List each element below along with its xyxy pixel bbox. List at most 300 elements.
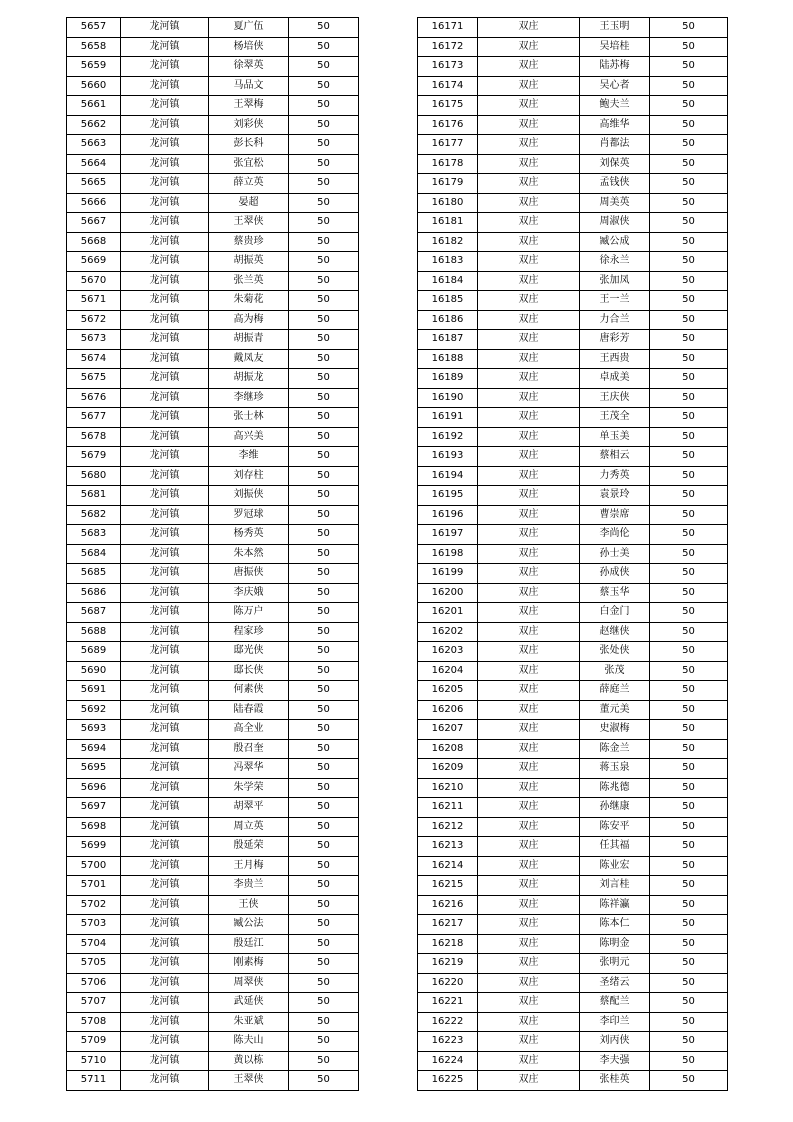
table-row xyxy=(418,505,728,525)
name-cell: 蒋玉泉 xyxy=(580,759,650,779)
amount-cell: 50 xyxy=(650,154,728,174)
name-cell: 李贵兰 xyxy=(209,876,289,896)
table-row xyxy=(67,973,359,993)
town-cell: 双庄 xyxy=(478,778,580,798)
table-row xyxy=(67,876,359,896)
serial-number-cell: 16179 xyxy=(418,174,478,194)
table-row xyxy=(67,96,359,116)
town-cell: 龙河镇 xyxy=(121,115,209,135)
table-row xyxy=(67,115,359,135)
name-cell: 邸长侠 xyxy=(209,661,289,681)
table-row xyxy=(418,798,728,818)
table-row xyxy=(67,720,359,740)
serial-number-cell: 16204 xyxy=(418,661,478,681)
name-cell: 李继珍 xyxy=(209,388,289,408)
town-cell: 龙河镇 xyxy=(121,76,209,96)
amount-cell: 50 xyxy=(289,427,359,447)
name-cell: 薛立英 xyxy=(209,174,289,194)
serial-number-cell: 5685 xyxy=(67,564,121,584)
town-cell: 龙河镇 xyxy=(121,154,209,174)
name-cell: 李尚伦 xyxy=(580,525,650,545)
serial-number-cell: 16196 xyxy=(418,505,478,525)
town-cell: 龙河镇 xyxy=(121,915,209,935)
amount-cell: 50 xyxy=(650,681,728,701)
serial-number-cell: 5709 xyxy=(67,1032,121,1052)
table-row xyxy=(418,603,728,623)
serial-number-cell: 16219 xyxy=(418,954,478,974)
table-row xyxy=(418,817,728,837)
serial-number-cell: 16176 xyxy=(418,115,478,135)
table-row xyxy=(67,252,359,272)
amount-cell: 50 xyxy=(650,895,728,915)
amount-cell: 50 xyxy=(650,37,728,57)
name-cell: 王玉明 xyxy=(580,18,650,38)
table-row xyxy=(418,622,728,642)
name-cell: 周立英 xyxy=(209,817,289,837)
table-row xyxy=(418,954,728,974)
serial-number-cell: 16186 xyxy=(418,310,478,330)
amount-cell: 50 xyxy=(289,837,359,857)
table-row xyxy=(67,310,359,330)
name-cell: 孙继康 xyxy=(580,798,650,818)
name-cell: 王翠梅 xyxy=(209,96,289,116)
name-cell: 刘彩侠 xyxy=(209,115,289,135)
town-cell: 龙河镇 xyxy=(121,310,209,330)
amount-cell: 50 xyxy=(650,115,728,135)
table-row xyxy=(67,525,359,545)
serial-number-cell: 16222 xyxy=(418,1012,478,1032)
town-cell: 双庄 xyxy=(478,115,580,135)
town-cell: 双庄 xyxy=(478,700,580,720)
amount-cell: 50 xyxy=(289,505,359,525)
name-cell: 高兴美 xyxy=(209,427,289,447)
town-cell: 龙河镇 xyxy=(121,271,209,291)
name-cell: 武延侠 xyxy=(209,993,289,1013)
name-cell: 陈夫山 xyxy=(209,1032,289,1052)
amount-cell: 50 xyxy=(650,369,728,389)
town-cell: 双庄 xyxy=(478,154,580,174)
amount-cell: 50 xyxy=(650,76,728,96)
serial-number-cell: 5657 xyxy=(67,18,121,38)
town-cell: 龙河镇 xyxy=(121,1051,209,1071)
left-table-body xyxy=(67,18,359,1091)
name-cell: 白金门 xyxy=(580,603,650,623)
name-cell: 吴培桂 xyxy=(580,37,650,57)
town-cell: 双庄 xyxy=(478,681,580,701)
table-row xyxy=(418,564,728,584)
serial-number-cell: 16194 xyxy=(418,466,478,486)
table-row xyxy=(418,174,728,194)
name-cell: 李庆娥 xyxy=(209,583,289,603)
table-row xyxy=(67,193,359,213)
serial-number-cell: 5703 xyxy=(67,915,121,935)
table-row xyxy=(418,681,728,701)
serial-number-cell: 5690 xyxy=(67,661,121,681)
name-cell: 刘丙侠 xyxy=(580,1032,650,1052)
name-cell: 孙成侠 xyxy=(580,564,650,584)
amount-cell: 50 xyxy=(289,817,359,837)
town-cell: 龙河镇 xyxy=(121,349,209,369)
amount-cell: 50 xyxy=(289,349,359,369)
table-row xyxy=(67,837,359,857)
town-cell: 双庄 xyxy=(478,622,580,642)
town-cell: 龙河镇 xyxy=(121,1071,209,1091)
serial-number-cell: 5706 xyxy=(67,973,121,993)
table-row xyxy=(67,681,359,701)
serial-number-cell: 5699 xyxy=(67,837,121,857)
name-cell: 任其福 xyxy=(580,837,650,857)
town-cell: 双庄 xyxy=(478,96,580,116)
name-cell: 彭长科 xyxy=(209,135,289,155)
serial-number-cell: 16190 xyxy=(418,388,478,408)
town-cell: 双庄 xyxy=(478,895,580,915)
amount-cell: 50 xyxy=(650,1032,728,1052)
table-row xyxy=(418,544,728,564)
serial-number-cell: 5704 xyxy=(67,934,121,954)
name-cell: 朱菊花 xyxy=(209,291,289,311)
table-row xyxy=(67,486,359,506)
town-cell: 双庄 xyxy=(478,603,580,623)
serial-number-cell: 16207 xyxy=(418,720,478,740)
amount-cell: 50 xyxy=(650,856,728,876)
amount-cell: 50 xyxy=(650,661,728,681)
amount-cell: 50 xyxy=(289,876,359,896)
town-cell: 双庄 xyxy=(478,720,580,740)
serial-number-cell: 16214 xyxy=(418,856,478,876)
table-row xyxy=(418,193,728,213)
name-cell: 王庆侠 xyxy=(580,388,650,408)
table-row xyxy=(67,1032,359,1052)
name-cell: 肖都法 xyxy=(580,135,650,155)
serial-number-cell: 5686 xyxy=(67,583,121,603)
serial-number-cell: 5687 xyxy=(67,603,121,623)
name-cell: 蔡相云 xyxy=(580,447,650,467)
amount-cell: 50 xyxy=(650,193,728,213)
amount-cell: 50 xyxy=(289,154,359,174)
town-cell: 双庄 xyxy=(478,856,580,876)
town-cell: 龙河镇 xyxy=(121,973,209,993)
amount-cell: 50 xyxy=(289,76,359,96)
town-cell: 龙河镇 xyxy=(121,18,209,38)
amount-cell: 50 xyxy=(289,388,359,408)
town-cell: 龙河镇 xyxy=(121,1032,209,1052)
town-cell: 双庄 xyxy=(478,934,580,954)
table-row xyxy=(418,310,728,330)
name-cell: 李维 xyxy=(209,447,289,467)
table-row xyxy=(418,271,728,291)
town-cell: 龙河镇 xyxy=(121,232,209,252)
name-cell: 殷廷江 xyxy=(209,934,289,954)
table-row xyxy=(418,76,728,96)
table-row xyxy=(67,759,359,779)
name-cell: 唐振侠 xyxy=(209,564,289,584)
town-cell: 龙河镇 xyxy=(121,700,209,720)
amount-cell: 50 xyxy=(289,583,359,603)
amount-cell: 50 xyxy=(289,271,359,291)
serial-number-cell: 16182 xyxy=(418,232,478,252)
name-cell: 杨培侠 xyxy=(209,37,289,57)
amount-cell: 50 xyxy=(289,915,359,935)
serial-number-cell: 16221 xyxy=(418,993,478,1013)
name-cell: 袁景玲 xyxy=(580,486,650,506)
serial-number-cell: 16188 xyxy=(418,349,478,369)
amount-cell: 50 xyxy=(650,564,728,584)
amount-cell: 50 xyxy=(650,973,728,993)
table-row xyxy=(418,115,728,135)
town-cell: 龙河镇 xyxy=(121,486,209,506)
name-cell: 蔡玉华 xyxy=(580,583,650,603)
amount-cell: 50 xyxy=(650,720,728,740)
town-cell: 龙河镇 xyxy=(121,759,209,779)
town-cell: 龙河镇 xyxy=(121,447,209,467)
town-cell: 双庄 xyxy=(478,447,580,467)
table-row xyxy=(418,1032,728,1052)
serial-number-cell: 5673 xyxy=(67,330,121,350)
serial-number-cell: 5700 xyxy=(67,856,121,876)
name-cell: 张茂 xyxy=(580,661,650,681)
serial-number-cell: 5701 xyxy=(67,876,121,896)
amount-cell: 50 xyxy=(289,973,359,993)
serial-number-cell: 16177 xyxy=(418,135,478,155)
amount-cell: 50 xyxy=(289,174,359,194)
amount-cell: 50 xyxy=(289,895,359,915)
table-row xyxy=(418,408,728,428)
town-cell: 龙河镇 xyxy=(121,739,209,759)
amount-cell: 50 xyxy=(650,18,728,38)
serial-number-cell: 16213 xyxy=(418,837,478,857)
name-cell: 夏广伍 xyxy=(209,18,289,38)
amount-cell: 50 xyxy=(650,525,728,545)
amount-cell: 50 xyxy=(650,271,728,291)
town-cell: 双庄 xyxy=(478,954,580,974)
table-row xyxy=(418,895,728,915)
amount-cell: 50 xyxy=(289,622,359,642)
town-cell: 龙河镇 xyxy=(121,505,209,525)
amount-cell: 50 xyxy=(650,57,728,77)
table-row xyxy=(418,388,728,408)
serial-number-cell: 16203 xyxy=(418,642,478,662)
town-cell: 龙河镇 xyxy=(121,388,209,408)
serial-number-cell: 16192 xyxy=(418,427,478,447)
name-cell: 力秀英 xyxy=(580,466,650,486)
serial-number-cell: 5688 xyxy=(67,622,121,642)
amount-cell: 50 xyxy=(650,622,728,642)
name-cell: 王茂全 xyxy=(580,408,650,428)
town-cell: 龙河镇 xyxy=(121,934,209,954)
table-row xyxy=(67,232,359,252)
town-cell: 双庄 xyxy=(478,564,580,584)
amount-cell: 50 xyxy=(289,486,359,506)
table-row xyxy=(418,525,728,545)
serial-number-cell: 5672 xyxy=(67,310,121,330)
table-row xyxy=(67,349,359,369)
name-cell: 高维华 xyxy=(580,115,650,135)
table-row xyxy=(67,544,359,564)
table-row xyxy=(67,388,359,408)
name-cell: 臧公成 xyxy=(580,232,650,252)
amount-cell: 50 xyxy=(650,603,728,623)
name-cell: 徐翠英 xyxy=(209,57,289,77)
serial-number-cell: 16172 xyxy=(418,37,478,57)
amount-cell: 50 xyxy=(289,720,359,740)
town-cell: 龙河镇 xyxy=(121,642,209,662)
town-cell: 双庄 xyxy=(478,837,580,857)
amount-cell: 50 xyxy=(289,993,359,1013)
serial-number-cell: 5680 xyxy=(67,466,121,486)
table-row xyxy=(67,915,359,935)
name-cell: 张宜松 xyxy=(209,154,289,174)
amount-cell: 50 xyxy=(289,934,359,954)
name-cell: 曹崇席 xyxy=(580,505,650,525)
amount-cell: 50 xyxy=(650,505,728,525)
name-cell: 薛庭兰 xyxy=(580,681,650,701)
serial-number-cell: 16199 xyxy=(418,564,478,584)
name-cell: 陈安平 xyxy=(580,817,650,837)
amount-cell: 50 xyxy=(289,37,359,57)
amount-cell: 50 xyxy=(289,856,359,876)
amount-cell: 50 xyxy=(650,447,728,467)
serial-number-cell: 5681 xyxy=(67,486,121,506)
serial-number-cell: 5660 xyxy=(67,76,121,96)
town-cell: 双庄 xyxy=(478,57,580,77)
serial-number-cell: 5684 xyxy=(67,544,121,564)
town-cell: 双庄 xyxy=(478,642,580,662)
town-cell: 双庄 xyxy=(478,544,580,564)
amount-cell: 50 xyxy=(289,544,359,564)
table-row xyxy=(418,856,728,876)
table-row xyxy=(418,915,728,935)
town-cell: 龙河镇 xyxy=(121,174,209,194)
name-cell: 陆春霞 xyxy=(209,700,289,720)
table-row xyxy=(67,369,359,389)
town-cell: 双庄 xyxy=(478,388,580,408)
name-cell: 胡振英 xyxy=(209,252,289,272)
town-cell: 龙河镇 xyxy=(121,427,209,447)
serial-number-cell: 16202 xyxy=(418,622,478,642)
name-cell: 高为梅 xyxy=(209,310,289,330)
table-row xyxy=(418,661,728,681)
serial-number-cell: 16215 xyxy=(418,876,478,896)
town-cell: 龙河镇 xyxy=(121,37,209,57)
serial-number-cell: 16211 xyxy=(418,798,478,818)
serial-number-cell: 16223 xyxy=(418,1032,478,1052)
table-row xyxy=(67,18,359,38)
amount-cell: 50 xyxy=(650,544,728,564)
town-cell: 龙河镇 xyxy=(121,330,209,350)
amount-cell: 50 xyxy=(650,739,728,759)
name-cell: 刘存柱 xyxy=(209,466,289,486)
town-cell: 双庄 xyxy=(478,505,580,525)
serial-number-cell: 16180 xyxy=(418,193,478,213)
table-row xyxy=(67,603,359,623)
amount-cell: 50 xyxy=(289,564,359,584)
town-cell: 龙河镇 xyxy=(121,856,209,876)
town-cell: 双庄 xyxy=(478,213,580,233)
name-cell: 陈万户 xyxy=(209,603,289,623)
town-cell: 双庄 xyxy=(478,271,580,291)
table-row xyxy=(67,291,359,311)
table-row xyxy=(418,1012,728,1032)
town-cell: 双庄 xyxy=(478,915,580,935)
serial-number-cell: 5710 xyxy=(67,1051,121,1071)
town-cell: 龙河镇 xyxy=(121,252,209,272)
serial-number-cell: 5659 xyxy=(67,57,121,77)
name-cell: 刘振侠 xyxy=(209,486,289,506)
amount-cell: 50 xyxy=(650,135,728,155)
table-row xyxy=(418,18,728,38)
table-row xyxy=(418,993,728,1013)
town-cell: 龙河镇 xyxy=(121,583,209,603)
table-row xyxy=(67,154,359,174)
town-cell: 双庄 xyxy=(478,817,580,837)
table-row xyxy=(67,661,359,681)
town-cell: 双庄 xyxy=(478,993,580,1013)
town-cell: 双庄 xyxy=(478,330,580,350)
table-row xyxy=(67,642,359,662)
name-cell: 朱本然 xyxy=(209,544,289,564)
town-cell: 双庄 xyxy=(478,76,580,96)
name-cell: 何素侠 xyxy=(209,681,289,701)
amount-cell: 50 xyxy=(289,525,359,545)
serial-number-cell: 16193 xyxy=(418,447,478,467)
table-row xyxy=(67,817,359,837)
town-cell: 龙河镇 xyxy=(121,778,209,798)
right-table xyxy=(417,17,728,1091)
amount-cell: 50 xyxy=(650,310,728,330)
town-cell: 龙河镇 xyxy=(121,798,209,818)
town-cell: 双庄 xyxy=(478,291,580,311)
amount-cell: 50 xyxy=(289,1032,359,1052)
amount-cell: 50 xyxy=(289,252,359,272)
town-cell: 双庄 xyxy=(478,174,580,194)
amount-cell: 50 xyxy=(650,213,728,233)
serial-number-cell: 5678 xyxy=(67,427,121,447)
serial-number-cell: 16181 xyxy=(418,213,478,233)
table-row xyxy=(418,700,728,720)
serial-number-cell: 5668 xyxy=(67,232,121,252)
name-cell: 圣绪云 xyxy=(580,973,650,993)
amount-cell: 50 xyxy=(650,349,728,369)
table-row xyxy=(67,895,359,915)
town-cell: 双庄 xyxy=(478,135,580,155)
serial-number-cell: 16224 xyxy=(418,1051,478,1071)
serial-number-cell: 5671 xyxy=(67,291,121,311)
name-cell: 王一兰 xyxy=(580,291,650,311)
serial-number-cell: 16208 xyxy=(418,739,478,759)
amount-cell: 50 xyxy=(289,57,359,77)
name-cell: 周翠侠 xyxy=(209,973,289,993)
serial-number-cell: 16206 xyxy=(418,700,478,720)
table-row xyxy=(418,837,728,857)
name-cell: 刚素梅 xyxy=(209,954,289,974)
name-cell: 蔡贵珍 xyxy=(209,232,289,252)
town-cell: 龙河镇 xyxy=(121,993,209,1013)
name-cell: 董元美 xyxy=(580,700,650,720)
table-row xyxy=(67,76,359,96)
table-row xyxy=(67,700,359,720)
town-cell: 双庄 xyxy=(478,1071,580,1091)
amount-cell: 50 xyxy=(650,486,728,506)
name-cell: 蔡配兰 xyxy=(580,993,650,1013)
table-row xyxy=(67,954,359,974)
name-cell: 马品文 xyxy=(209,76,289,96)
town-cell: 双庄 xyxy=(478,18,580,38)
town-cell: 龙河镇 xyxy=(121,1012,209,1032)
amount-cell: 50 xyxy=(650,993,728,1013)
name-cell: 周美英 xyxy=(580,193,650,213)
amount-cell: 50 xyxy=(650,1012,728,1032)
name-cell: 罗冠球 xyxy=(209,505,289,525)
